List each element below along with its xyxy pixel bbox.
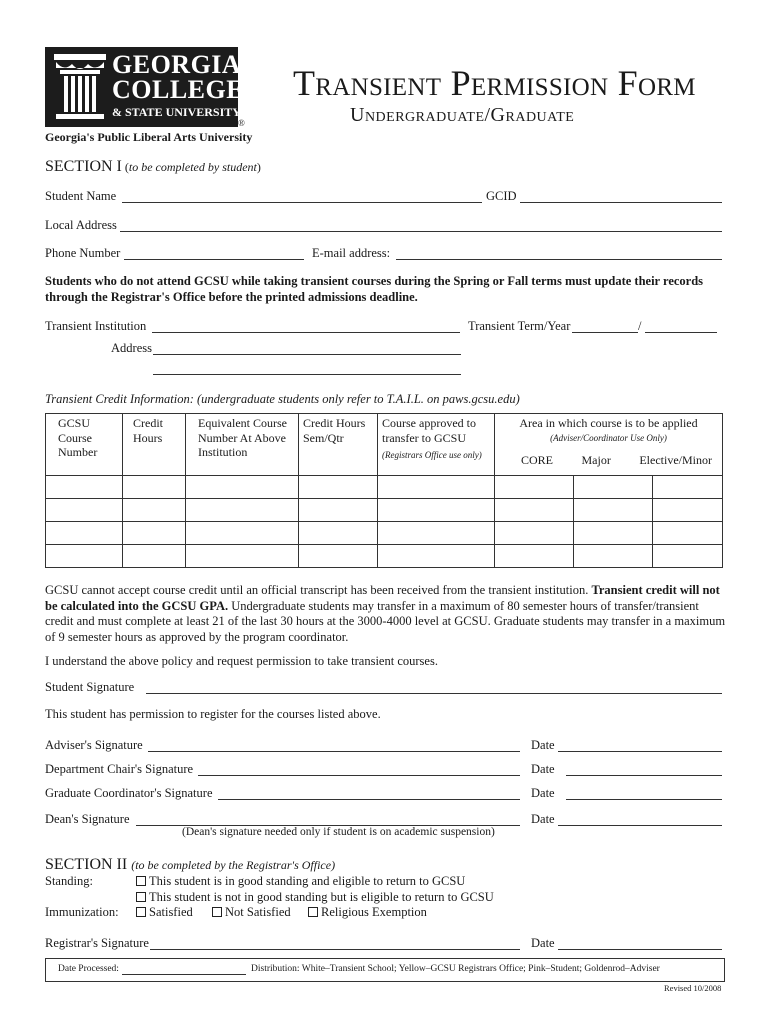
credit-info-label: Transient Credit Information: (undergraduate students only refer to T.A.I.L. on paws.gcsu.edu) (45, 392, 520, 406)
records-notice: Students who do not attend GCSU while taking transient courses during the Spring or Fall terms must update their records through the Registrar's Office before the printed admissions deadline. (45, 274, 704, 304)
adviser-date-label: Date (531, 738, 555, 752)
dean-date-field[interactable] (558, 825, 722, 826)
chair-signature-label: Department Chair's Signature (45, 762, 194, 776)
table-cell[interactable] (46, 476, 123, 499)
permission-statement: This student has permission to register for the courses listed above. (45, 707, 381, 721)
transient-institution-label: Transient Institution (45, 319, 147, 333)
table-cell[interactable] (574, 499, 653, 522)
student-name-field[interactable] (122, 202, 482, 203)
table-cell[interactable] (653, 545, 723, 568)
column-icon (50, 52, 110, 122)
logo-college: COLLEGE (112, 75, 245, 104)
standing-option-good[interactable]: This student is in good standing and eligible to return to GCSU (136, 874, 465, 889)
transient-term-label: Transient Term/Year (468, 319, 571, 333)
immunization-not-satisfied[interactable]: Not Satisfied (212, 905, 291, 920)
dean-signature-label: Dean's Signature (45, 812, 130, 826)
col-area-applied (495, 414, 723, 476)
email-label: E-mail address: (312, 246, 391, 260)
col-course-approved (378, 414, 495, 476)
section1-heading: SECTION I (to be completed by student) (45, 158, 261, 175)
checkbox-icon[interactable] (136, 876, 146, 886)
table-cell[interactable] (378, 476, 495, 499)
course-approved-label: Course approved to transfer to GCSU (382, 416, 476, 445)
transient-year-field[interactable] (645, 332, 717, 333)
major-label: Major (581, 453, 611, 467)
chair-date-label: Date (531, 762, 555, 776)
date-processed-label: Date Processed: (58, 964, 119, 974)
adviser-signature-label: Adviser's Signature (45, 738, 143, 752)
registrar-signature-field[interactable] (150, 949, 520, 950)
core-label: CORE (521, 453, 554, 467)
table-cell[interactable] (123, 499, 186, 522)
adviser-date-field[interactable] (558, 751, 722, 752)
area-title: Area in which course is to be applied (519, 416, 698, 430)
table-cell[interactable] (378, 499, 495, 522)
distribution-text: Distribution: White–Transient School; Yellow–GCSU Registrars Office; Pink–Student; Goldenrod–Adviser (251, 964, 660, 974)
table-cell[interactable] (495, 522, 574, 545)
logo-state-university: & STATE UNIVERSITY (112, 105, 241, 119)
table-cell[interactable] (299, 499, 378, 522)
grad-date-label: Date (531, 786, 555, 800)
table-cell[interactable] (186, 476, 299, 499)
table-cell[interactable] (299, 522, 378, 545)
col-credit-hours-sem: Credit Hours Sem/Qtr (299, 414, 378, 476)
chair-date-field[interactable] (566, 775, 722, 776)
address-label: Address (111, 341, 152, 355)
table-cell[interactable] (574, 476, 653, 499)
col-credit-hours: Credit Hours (123, 414, 186, 476)
table-cell[interactable] (46, 499, 123, 522)
table-cell[interactable] (123, 522, 186, 545)
form-subtitle: Undergraduate/Graduate (350, 104, 575, 126)
table-row (46, 545, 723, 568)
registrar-signature-label: Registrar's Signature (45, 936, 149, 950)
transient-term-field[interactable] (572, 332, 638, 333)
institution-address-field-2[interactable] (153, 374, 461, 375)
table-cell[interactable] (123, 476, 186, 499)
term-separator: / (638, 319, 642, 333)
table-row (46, 476, 723, 499)
revision-date: Revised 10/2008 (664, 983, 722, 993)
form-title: Transient Permission Form (293, 63, 696, 103)
local-address-label: Local Address (45, 218, 117, 232)
table-cell[interactable] (378, 545, 495, 568)
table-cell[interactable] (574, 545, 653, 568)
table-cell[interactable] (299, 476, 378, 499)
table-cell[interactable] (46, 522, 123, 545)
table-cell[interactable] (186, 499, 299, 522)
grad-date-field[interactable] (566, 799, 722, 800)
phone-label: Phone Number (45, 246, 121, 260)
col-gcsu-course: GCSU Course Number (46, 414, 123, 476)
table-cell[interactable] (495, 499, 574, 522)
date-processed-field[interactable] (122, 974, 246, 975)
table-cell[interactable] (653, 476, 723, 499)
grad-coordinator-signature-label: Graduate Coordinator's Signature (45, 786, 213, 800)
adviser-signature-field[interactable] (148, 751, 520, 752)
table-cell[interactable] (574, 522, 653, 545)
student-name-label: Student Name (45, 189, 117, 203)
table-cell[interactable] (186, 522, 299, 545)
elective-label: Elective/Minor (639, 453, 712, 467)
checkbox-icon[interactable] (212, 907, 222, 917)
logo-georgia: GEORGIA (112, 50, 242, 79)
table-cell[interactable] (653, 499, 723, 522)
registrar-date-label: Date (531, 936, 555, 950)
section2-heading: SECTION II (to be completed by the Registrar's Office) (45, 856, 336, 873)
phone-field[interactable] (124, 259, 304, 260)
col-equivalent-course: Equivalent Course Number At Above Institution (186, 414, 299, 476)
table-cell[interactable] (653, 522, 723, 545)
student-signature-label: Student Signature (45, 680, 135, 694)
grad-coordinator-signature-field[interactable] (218, 799, 520, 800)
table-header-row (46, 414, 723, 476)
standing-label: Standing: (45, 874, 93, 888)
checkbox-icon[interactable] (136, 907, 146, 917)
policy-paragraph: GCSU cannot accept course credit until an official transcript has been received from the transient institution. Transient credit will not be calculated into the GCSU GPA. Undergraduate students may transfer in a maximum of 80 semester hours of transfer/transient credit and must complete at least 21 of the last 30 hours at the 3000-4000 level at GCSU. Graduate students may transfer in a maximum of 9 semester hours as approved by the program coordinator. (45, 583, 726, 644)
immunization-religious-exemption[interactable]: Religious Exemption (308, 905, 427, 920)
email-field[interactable] (396, 259, 722, 260)
gcid-field[interactable] (520, 202, 722, 203)
institution-address-field[interactable] (153, 354, 461, 355)
standing-option-not-good[interactable]: This student is not in good standing but is eligible to return to GCSU (136, 890, 494, 905)
adviser-use-note: (Adviser/Coordinator Use Only) (550, 432, 667, 443)
dean-date-label: Date (531, 812, 555, 826)
table-cell[interactable] (186, 545, 299, 568)
registered-mark: ® (238, 118, 245, 128)
table-cell[interactable] (378, 522, 495, 545)
registrar-use-note: (Registrars Office use only) (382, 450, 482, 460)
chair-signature-field[interactable] (198, 775, 520, 776)
immunization-satisfied[interactable]: Satisfied (136, 905, 193, 920)
table-cell[interactable] (299, 545, 378, 568)
table-cell[interactable] (495, 476, 574, 499)
table-cell[interactable] (46, 545, 123, 568)
table-row (46, 522, 723, 545)
registrar-date-field[interactable] (558, 949, 722, 950)
understand-statement: I understand the above policy and request permission to take transient courses. (45, 654, 438, 668)
local-address-field[interactable] (120, 231, 722, 232)
transient-institution-field[interactable] (152, 332, 460, 333)
gcid-label: GCID (486, 189, 517, 203)
dean-note: (Dean's signature needed only if student is on academic suspension) (182, 826, 495, 838)
immunization-label: Immunization: (45, 905, 119, 919)
checkbox-icon[interactable] (308, 907, 318, 917)
checkbox-icon[interactable] (136, 892, 146, 902)
transient-credit-table (45, 413, 723, 568)
table-cell[interactable] (123, 545, 186, 568)
table-cell[interactable] (495, 545, 574, 568)
logo-tagline: Georgia's Public Liberal Arts University (45, 130, 253, 144)
student-signature-field[interactable] (146, 693, 722, 694)
table-row (46, 499, 723, 522)
